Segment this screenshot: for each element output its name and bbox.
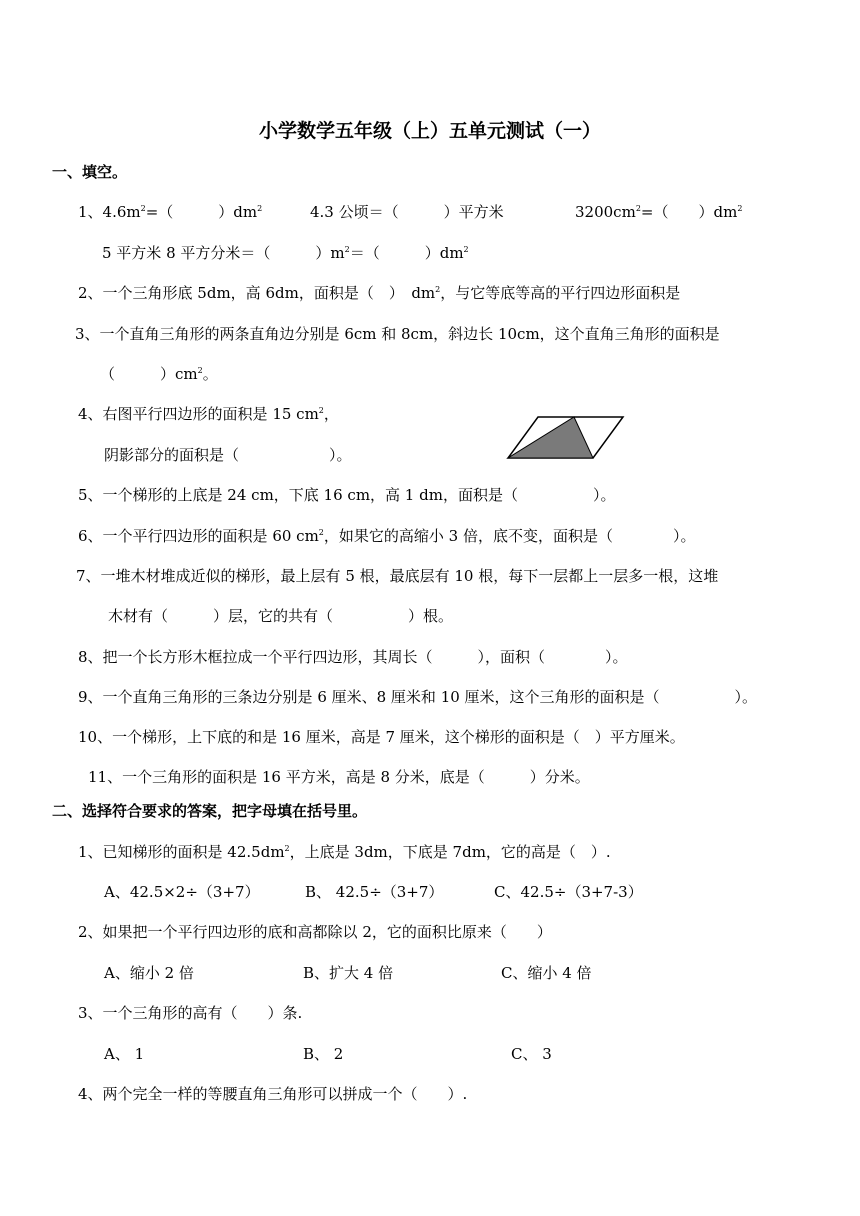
q2-3-option-a: A、 1 <box>104 1045 145 1063</box>
section-1-heading: 一、填空。 <box>52 163 128 181</box>
q2-4: 4、两个完全一样的等腰直角三角形可以拼成一个（ ）. <box>78 1085 468 1103</box>
q1-4-line-1: 4、右图平行四边形的面积是 15 $cm^2$， <box>78 405 339 423</box>
q2-1-option-b: B、 42.5÷（3+7） <box>305 883 444 901</box>
q1-11: 11、一个三角形的面积是 16 平方米，高是 8 分米，底是（ ）分米。 <box>88 768 590 786</box>
q2-2: 2、如果把一个平行四边形的底和高都除以 2，它的面积比原来（ ） <box>78 923 552 941</box>
q2-1-option-c: C、42.5÷（3+7-3） <box>494 883 643 901</box>
q2-1-option-a: A、42.5×2÷（3+7） <box>104 883 260 901</box>
q1-1-part-d: 5 平方米 8 平方分米＝（ ）$m^2=$（ ）$dm^2$ <box>102 244 469 262</box>
q1-10: 10、一个梯形，上下底的和是 16 厘米，高是 7 厘米，这个梯形的面积是（ ）平方厘米。 <box>78 728 685 746</box>
q1-3-line-1: 3、一个直角三角形的两条直角边分别是 6cm 和 8cm，斜边长 10cm，这个直角三角形的面积是 <box>75 325 720 343</box>
q2-3-option-b: B、 2 <box>303 1045 344 1063</box>
q1-3-line-2: （ ）$cm^2$。 <box>100 365 218 383</box>
q1-6: 6、一个平行四边形的面积是 60 $cm^2$，如果它的高缩小 3 倍，底不变，面积是（ ）。 <box>78 527 696 545</box>
q2-1: 1、已知梯形的面积是 $42.5dm^2$，上底是 3dm，下底是 7dm，它的高是（ ）. <box>78 843 611 861</box>
q1-7-line-2: 木材有（ ）层，它的共有（ ）根。 <box>108 607 454 625</box>
q2-2-option-c: C、缩小 4 倍 <box>501 964 592 982</box>
q1-2: 2、一个三角形底 5dm，高 6dm，面积是（ ） $dm^2$，与它等底等高的平行四边形面积是 <box>78 284 681 302</box>
parallelogram-figure <box>506 416 626 460</box>
q1-9: 9、一个直角三角形的三条边分别是 6 厘米、8 厘米和 10 厘米，这个三角形的面积是（ ）。 <box>78 688 758 706</box>
page-title: 小学数学五年级（上）五单元测试（一） <box>258 120 601 142</box>
section-2-heading: 二、选择符合要求的答案，把字母填在括号里。 <box>52 802 368 820</box>
q1-5: 5、一个梯形的上底是 24 cm，下底 16 cm，高 1 dm，面积是（ ）。 <box>78 486 616 504</box>
q2-3-option-c: C、 3 <box>511 1045 552 1063</box>
q2-3: 3、一个三角形的高有（ ）条. <box>78 1004 303 1022</box>
q1-1-part-a: 1、$4.6m^2=$（ ）$dm^2$ <box>78 203 263 221</box>
q1-4-line-2: 阴影部分的面积是（ ）。 <box>104 446 352 464</box>
q1-1-part-c: $3200cm^2=$（ ）$dm^2$ <box>575 203 743 221</box>
q2-2-option-b: B、扩大 4 倍 <box>303 964 394 982</box>
q1-7-line-1: 7、一堆木材堆成近似的梯形，最上层有 5 根，最底层有 10 根，每下一层都上一层多一根，这堆 <box>76 567 719 585</box>
q2-2-option-a: A、缩小 2 倍 <box>104 964 194 982</box>
q1-1-part-b: 4.3 公顷＝（ ）平方米 <box>310 203 504 221</box>
q1-8: 8、把一个长方形木框拉成一个平行四边形，其周长（ ），面积（ ）。 <box>78 648 628 666</box>
